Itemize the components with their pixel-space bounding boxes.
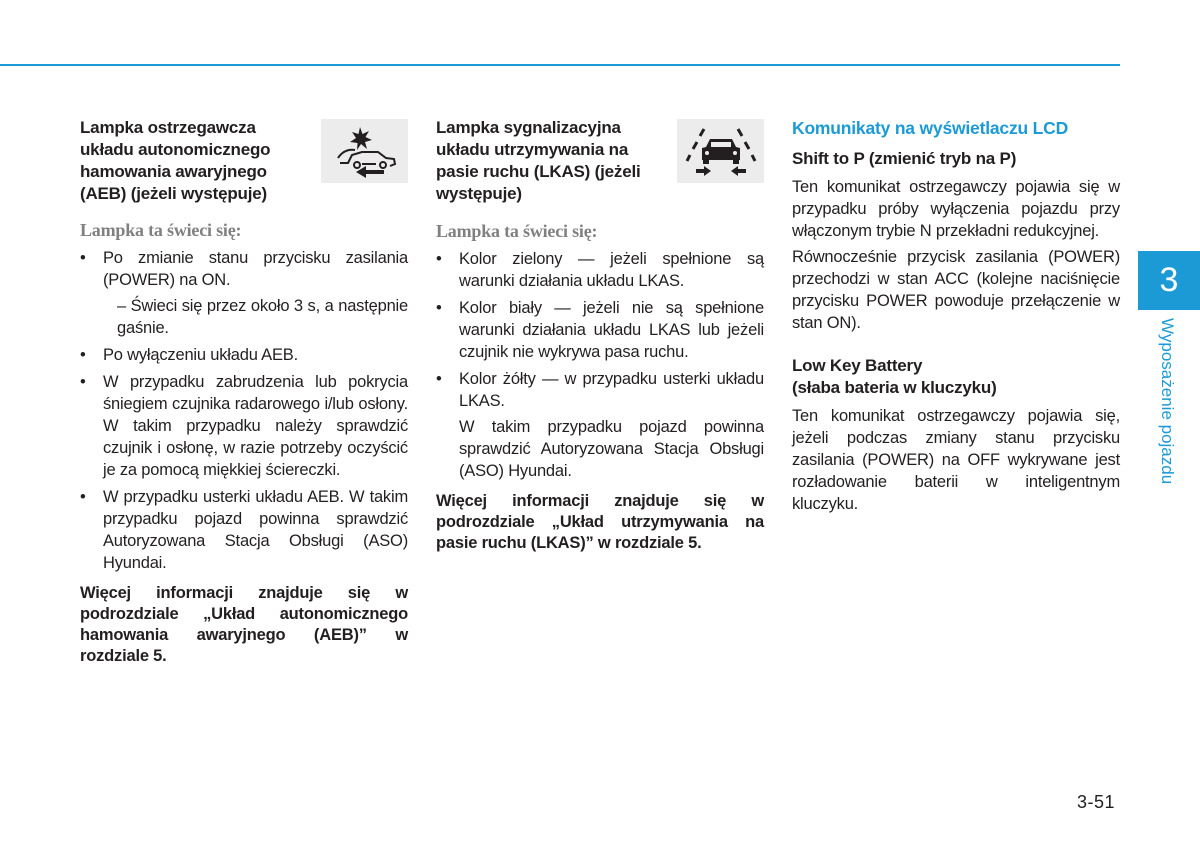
message-paragraph: Ten komunikat ostrzegawczy pojawia się w przypadku próby wyłączenia pojazdu przy włączonym trybie N przekładni redukcyjnej. (792, 178, 1120, 240)
bullet-icon: • (80, 346, 86, 364)
bullet-icon: • (80, 373, 86, 391)
aeb-warning-icon (321, 119, 408, 183)
lkas-title: Lampka sygnalizacyjna układu utrzymywania na pasie ruchu (LKAS) (jeżeli występuje) (436, 118, 641, 203)
list-item (436, 248, 764, 292)
section-heading: Komunikaty na wyświetlaczu LCD (792, 118, 1069, 138)
bullet-text: W przypadku usterki układu AEB. W takim przypadku pojazd powinna sprawdzić Autoryzowana Stacja Obsługi (ASO) Hyundai. (103, 488, 408, 572)
column-lcd-messages (792, 117, 1120, 519)
message-title: Shift to P (zmienić tryb na P) (792, 149, 1017, 168)
bullet-text: Kolor biały — jeżeli nie są spełnione warunki działania układu LKAS lub jeżeli czujnik nie wykrywa pasa ruchu. (459, 299, 764, 361)
message-paragraph: Równocześnie przycisk zasilania (POWER) przechodzi w stan ACC (kolejne naciśnięcie przycisku POWER powoduje przełączenie w stan ON). (792, 248, 1120, 332)
message-title-line: (słaba bateria w kluczyku) (792, 378, 997, 397)
list-item (80, 344, 408, 366)
list-item (80, 486, 408, 574)
chapter-tab: 3 (1138, 251, 1200, 310)
bullet-icon: • (436, 370, 442, 388)
list-item (436, 368, 764, 482)
header-rule (0, 64, 1120, 66)
aeb-header (80, 117, 408, 205)
bullet-icon: • (436, 299, 442, 317)
bullet-text: Kolor zielony — jeżeli spełnione są warunki działania układu LKAS. (459, 250, 764, 290)
column-lkas (436, 117, 764, 554)
list-item (436, 297, 764, 363)
bullet-text: Kolor żółty — w przypadku usterki układu LKAS. (459, 370, 764, 410)
lkas-subheading: Lampka ta świeci się: (436, 221, 598, 241)
bullet-text: Po zmianie stanu przycisku zasilania (POWER) na ON. (103, 249, 408, 289)
aeb-reference: Więcej informacji znajduje się w podrozdziale „Układ autonomicznego hamowania awaryjnego (AEB)” w rozdziale 5. (80, 584, 408, 665)
bullet-extra-paragraph: W takim przypadku pojazd powinna sprawdzić Autoryzowana Stacja Obsługi (ASO) Hyundai. (459, 418, 764, 480)
message-title (792, 355, 1120, 399)
lkas-indicator-icon (677, 119, 764, 183)
page-number: 3-51 (1077, 792, 1116, 812)
chapter-side-title (1156, 318, 1178, 498)
bullet-icon: • (80, 488, 86, 506)
message-title-line: Low Key Battery (792, 356, 923, 375)
list-item (80, 247, 408, 339)
aeb-bullet-list (80, 247, 408, 574)
chapter-title-text: Wyposażenie pojazdu (1158, 318, 1177, 485)
lkas-bullet-list (436, 248, 764, 482)
list-item (80, 371, 408, 481)
aeb-title: Lampka ostrzegawcza układu autonomicznego hamowania awaryjnego (AEB) (jeżeli występuje) (80, 118, 271, 203)
lkas-header (436, 117, 764, 205)
bullet-text: W przypadku zabrudzenia lub pokrycia śniegiem czujnika radarowego i/lub osłony. W takim przypadku należy sprawdzić czujnik i osłonę, w razie potrzeby oczyścić je za pomocą miękkiej ściereczki. (103, 373, 408, 479)
lkas-reference: Więcej informacji znajduje się w podrozdziale „Układ utrzymywania na pasie ruchu (LKAS)” w rozdziale 5. (436, 492, 764, 552)
bullet-icon: • (80, 249, 86, 267)
bullet-icon: • (436, 250, 442, 268)
message-paragraph: Ten komunikat ostrzegawczy pojawia się, jeżeli podczas zmiany stanu przycisku zasilania (POWER) na OFF wykrywane jest rozładowanie baterii w inteligentnym kluczyku. (792, 407, 1120, 513)
aeb-subheading: Lampka ta świeci się: (80, 220, 242, 240)
bullet-text: Po wyłączeniu układu AEB. (103, 346, 298, 364)
sub-item: – Świeci się przez około 3 s, a następnie gaśnie. (117, 297, 408, 337)
column-aeb (80, 117, 408, 667)
